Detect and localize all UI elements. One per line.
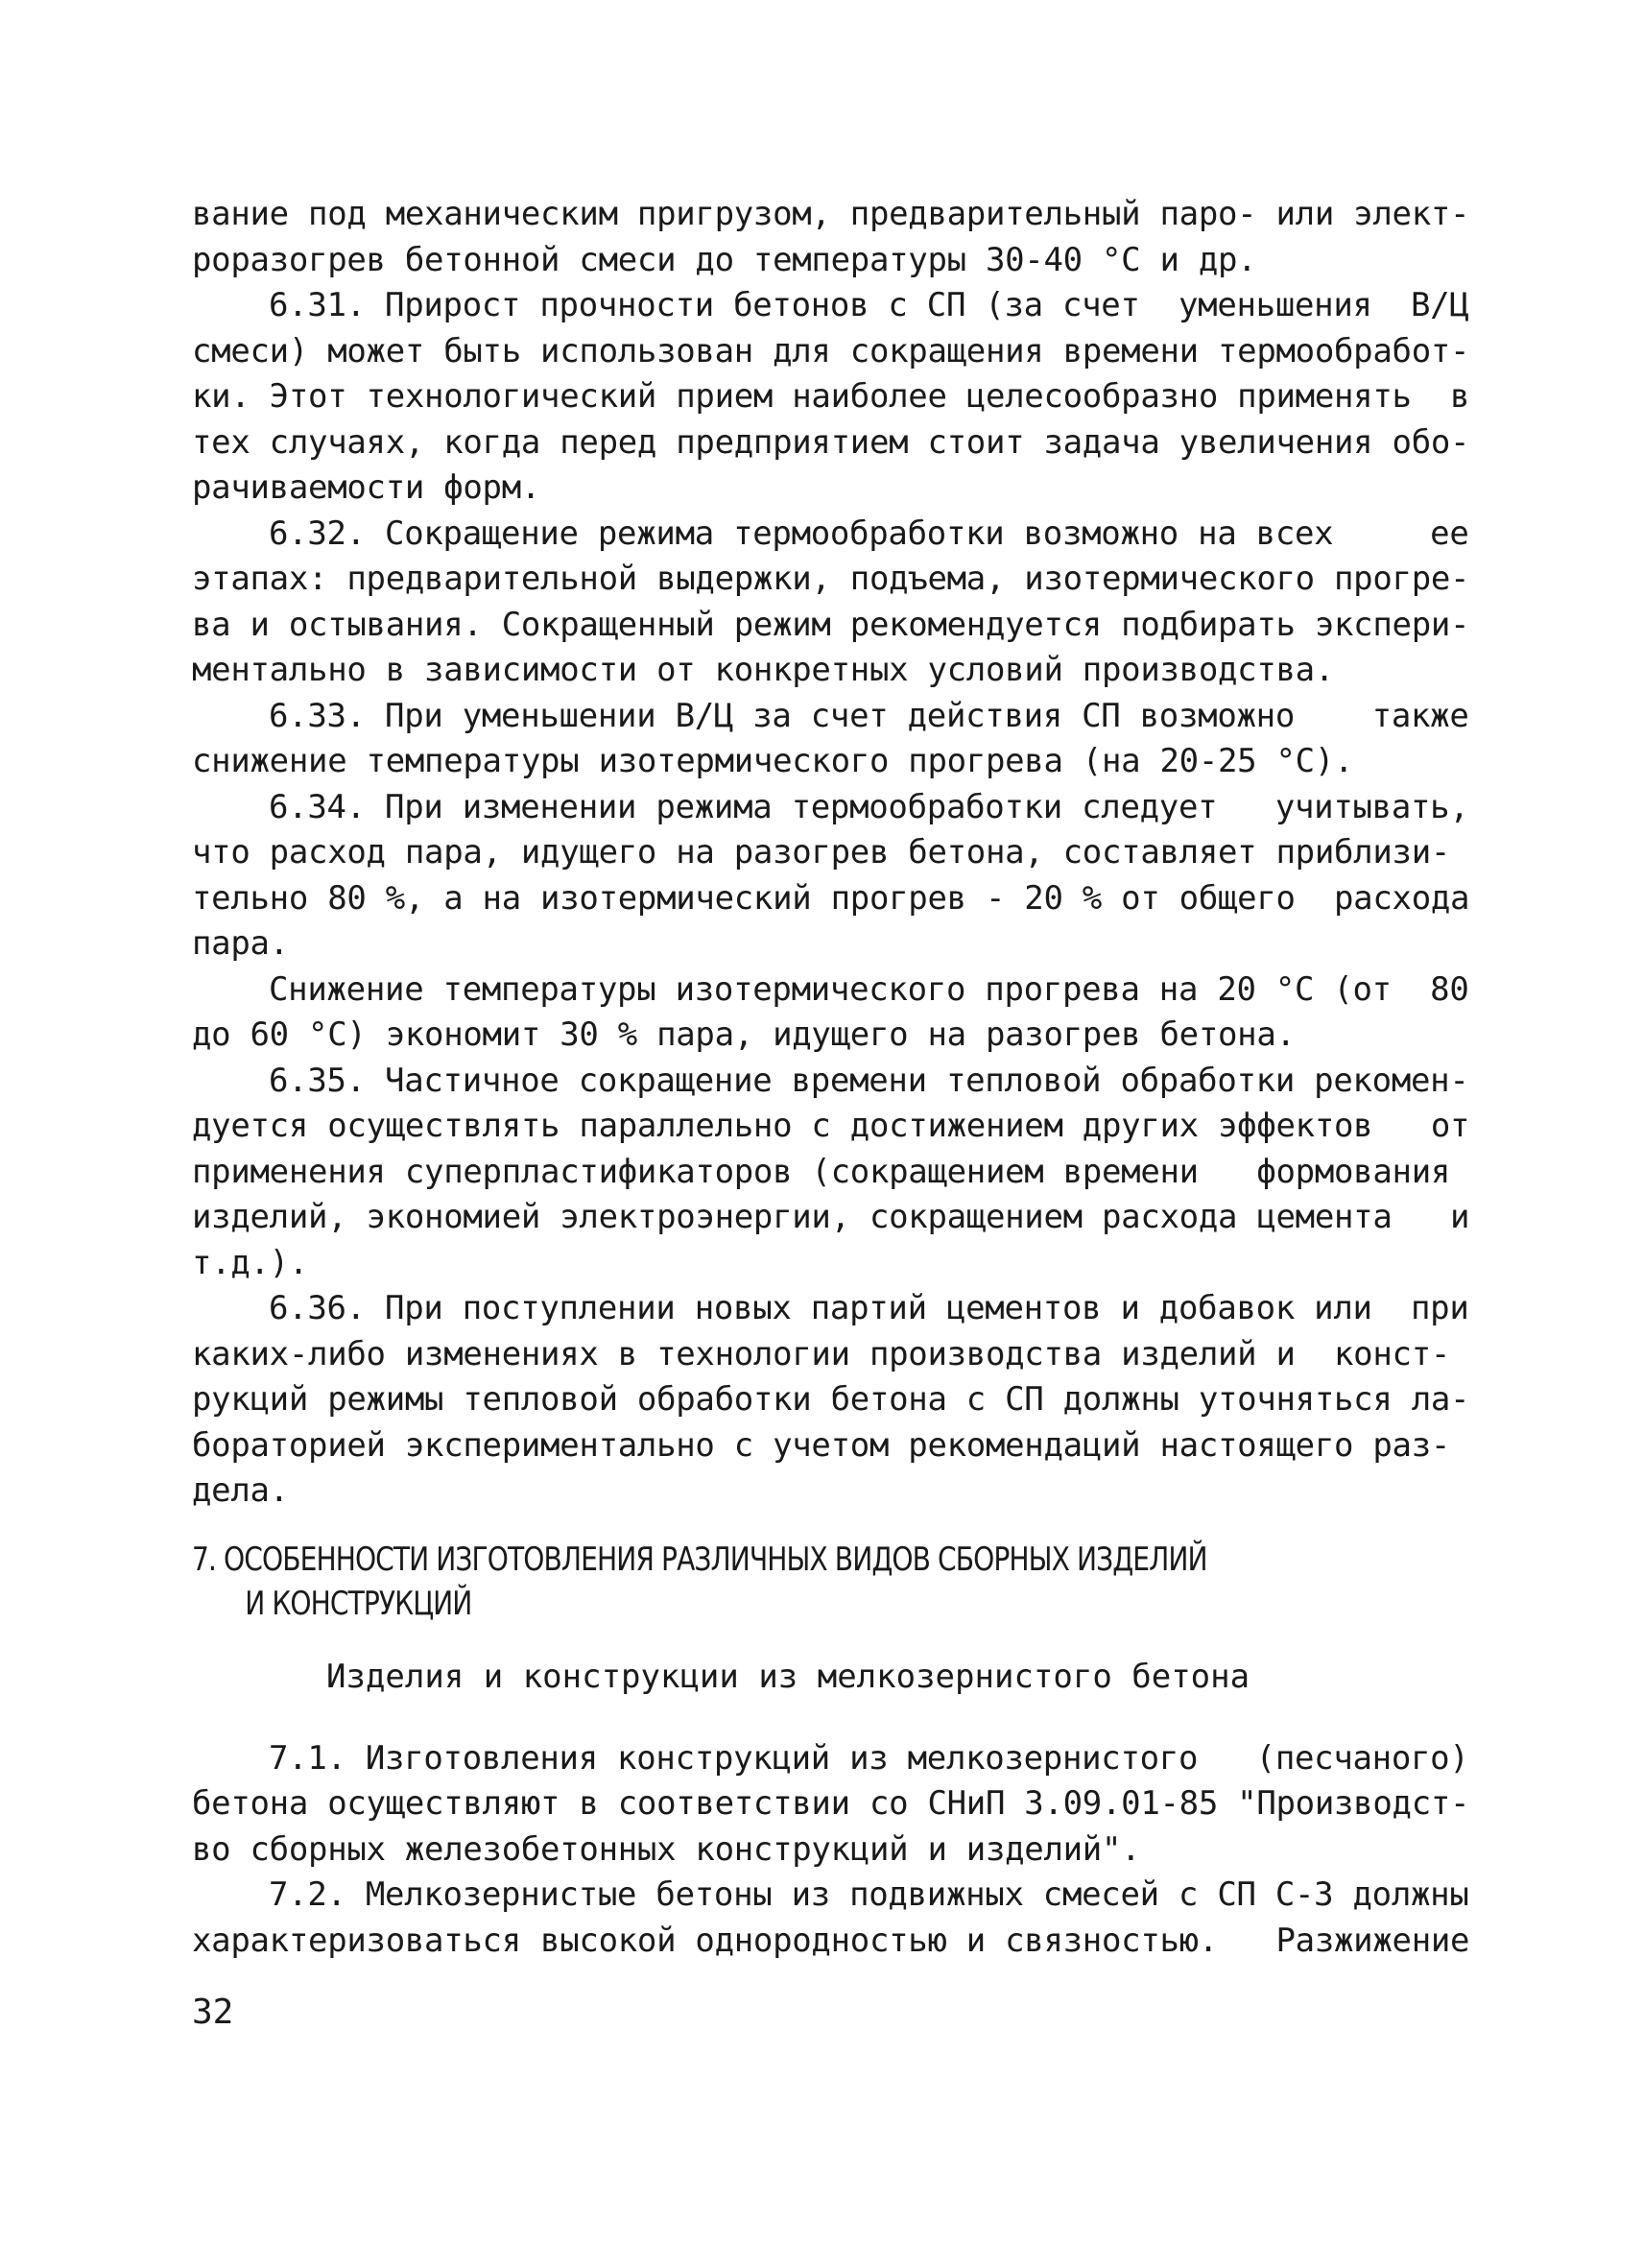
- paragraph-continuation: [192, 192, 1470, 283]
- paragraph-6-35: [192, 1059, 1470, 1287]
- text-line: Снижение температуры изотермического прогрева на 20 °С (от 80: [269, 969, 1469, 1009]
- paragraph-6-31: [192, 283, 1470, 512]
- text-line: что расход пара, идущего на разогрев бетона, составляет приблизи-: [192, 833, 1451, 871]
- text-line: рачиваемости форм.: [192, 468, 541, 507]
- text-line: снижение температуры изотермического прогрева (на 20-25 °С).: [192, 742, 1354, 780]
- text-line: до 60 °С) экономит 30 % пара, идущего на разогрев бетона.: [192, 1015, 1296, 1054]
- text-line: 6.33. При уменьшении В/Ц за счет действия СП возможно также: [269, 696, 1469, 735]
- paragraph-6-32: [192, 512, 1470, 694]
- text-line: изделий, экономией электроэнергии, сокращением расхода цемента и: [192, 1198, 1470, 1236]
- text-line: т.д.).: [192, 1243, 309, 1282]
- text-line: ментально в зависимости от конкретных условий производства.: [192, 651, 1335, 689]
- text-line: бораторией экспериментально с учетом рекомендаций настоящего раз-: [192, 1425, 1451, 1465]
- text-line: 6.34. При изменении режима термообработки следует учитывать,: [269, 787, 1469, 826]
- text-line: смеси) может быть использован для сокращения времени термообработ-: [192, 331, 1470, 370]
- text-line: тельно 80 %, а на изотермический прогрев - 20 % от общего расхода: [192, 878, 1470, 918]
- text-line: вание под механическим пригрузом, предварительный паро- или элект-: [192, 195, 1470, 233]
- page-number: 32: [192, 1993, 234, 2032]
- section-heading-line: И КОНСТРУКЦИЙ: [245, 1584, 472, 1623]
- text-line: роразогрев бетонной смеси до температуры 30-40 °С и др.: [192, 240, 1257, 279]
- text-line: бетона осуществляют в соответствии со СНиП 3.09.01-85 "Производст-: [192, 1784, 1470, 1823]
- paragraph-6-36: [192, 1286, 1470, 1515]
- text-line: 6.35. Частичное сокращение времени тепловой обработки рекомен-: [269, 1061, 1469, 1100]
- document-body: [192, 192, 1470, 1964]
- text-line: характеризоваться высокой однородностью и связностью. Разжижение: [192, 1921, 1470, 1960]
- text-line: 6.31. Прирост прочности бетонов с СП (за счет уменьшения В/Ц: [269, 286, 1469, 324]
- text-line: 7.1. Изготовления конструкций из мелкозернистого (песчаного): [269, 1738, 1469, 1778]
- subsection-title: Изделия и конструкции из мелкозернистого бетона: [326, 1657, 1250, 1696]
- paragraph-6-34-continued: [192, 967, 1469, 1059]
- text-line: пара.: [192, 924, 289, 963]
- paragraph-6-34: [192, 785, 1470, 967]
- paragraph-7-2: [192, 1873, 1470, 1964]
- section-heading-line: 7. ОСОБЕННОСТИ ИЗГОТОВЛЕНИЯ РАЗЛИЧНЫХ ВИДОВ СБОРНЫХ ИЗДЕЛИЙ: [192, 1540, 1207, 1579]
- text-line: дела.: [192, 1471, 289, 1510]
- text-line: 6.32. Сокращение режима термообработки возможно на всех ее: [269, 513, 1469, 553]
- paragraph-6-33: [192, 694, 1469, 785]
- section-7-heading: [192, 1538, 1430, 1626]
- text-line: ва и остывания. Сокращенный режим рекомендуется подбирать экспери-: [192, 605, 1470, 644]
- text-line: рукций режимы тепловой обработки бетона с СП должны уточняться ла-: [192, 1380, 1470, 1419]
- text-line: тех случаях, когда перед предприятием стоит задача увеличения обо-: [192, 422, 1470, 462]
- text-line: 7.2. Мелкозернистые бетоны из подвижных смесей с СП С-3 должны: [269, 1875, 1469, 1914]
- text-line: каких-либо изменениях в технологии производства изделий и конст-: [192, 1334, 1451, 1373]
- paragraph-7-1: [192, 1736, 1470, 1874]
- text-line: 6.36. При поступлении новых партий цементов и добавок или при: [269, 1289, 1469, 1327]
- text-line: применения суперпластификаторов (сокращением времени формования: [192, 1152, 1451, 1191]
- text-line: этапах: предварительной выдержки, подъема, изотермического прогре-: [192, 560, 1470, 598]
- text-line: во сборных железобетонных конструкций и изделий".: [192, 1829, 1141, 1869]
- text-line: дуется осуществлять параллельно с достижением других эффектов от: [192, 1107, 1470, 1145]
- text-line: ки. Этот технологический прием наиболее целесообразно применять в: [192, 377, 1470, 416]
